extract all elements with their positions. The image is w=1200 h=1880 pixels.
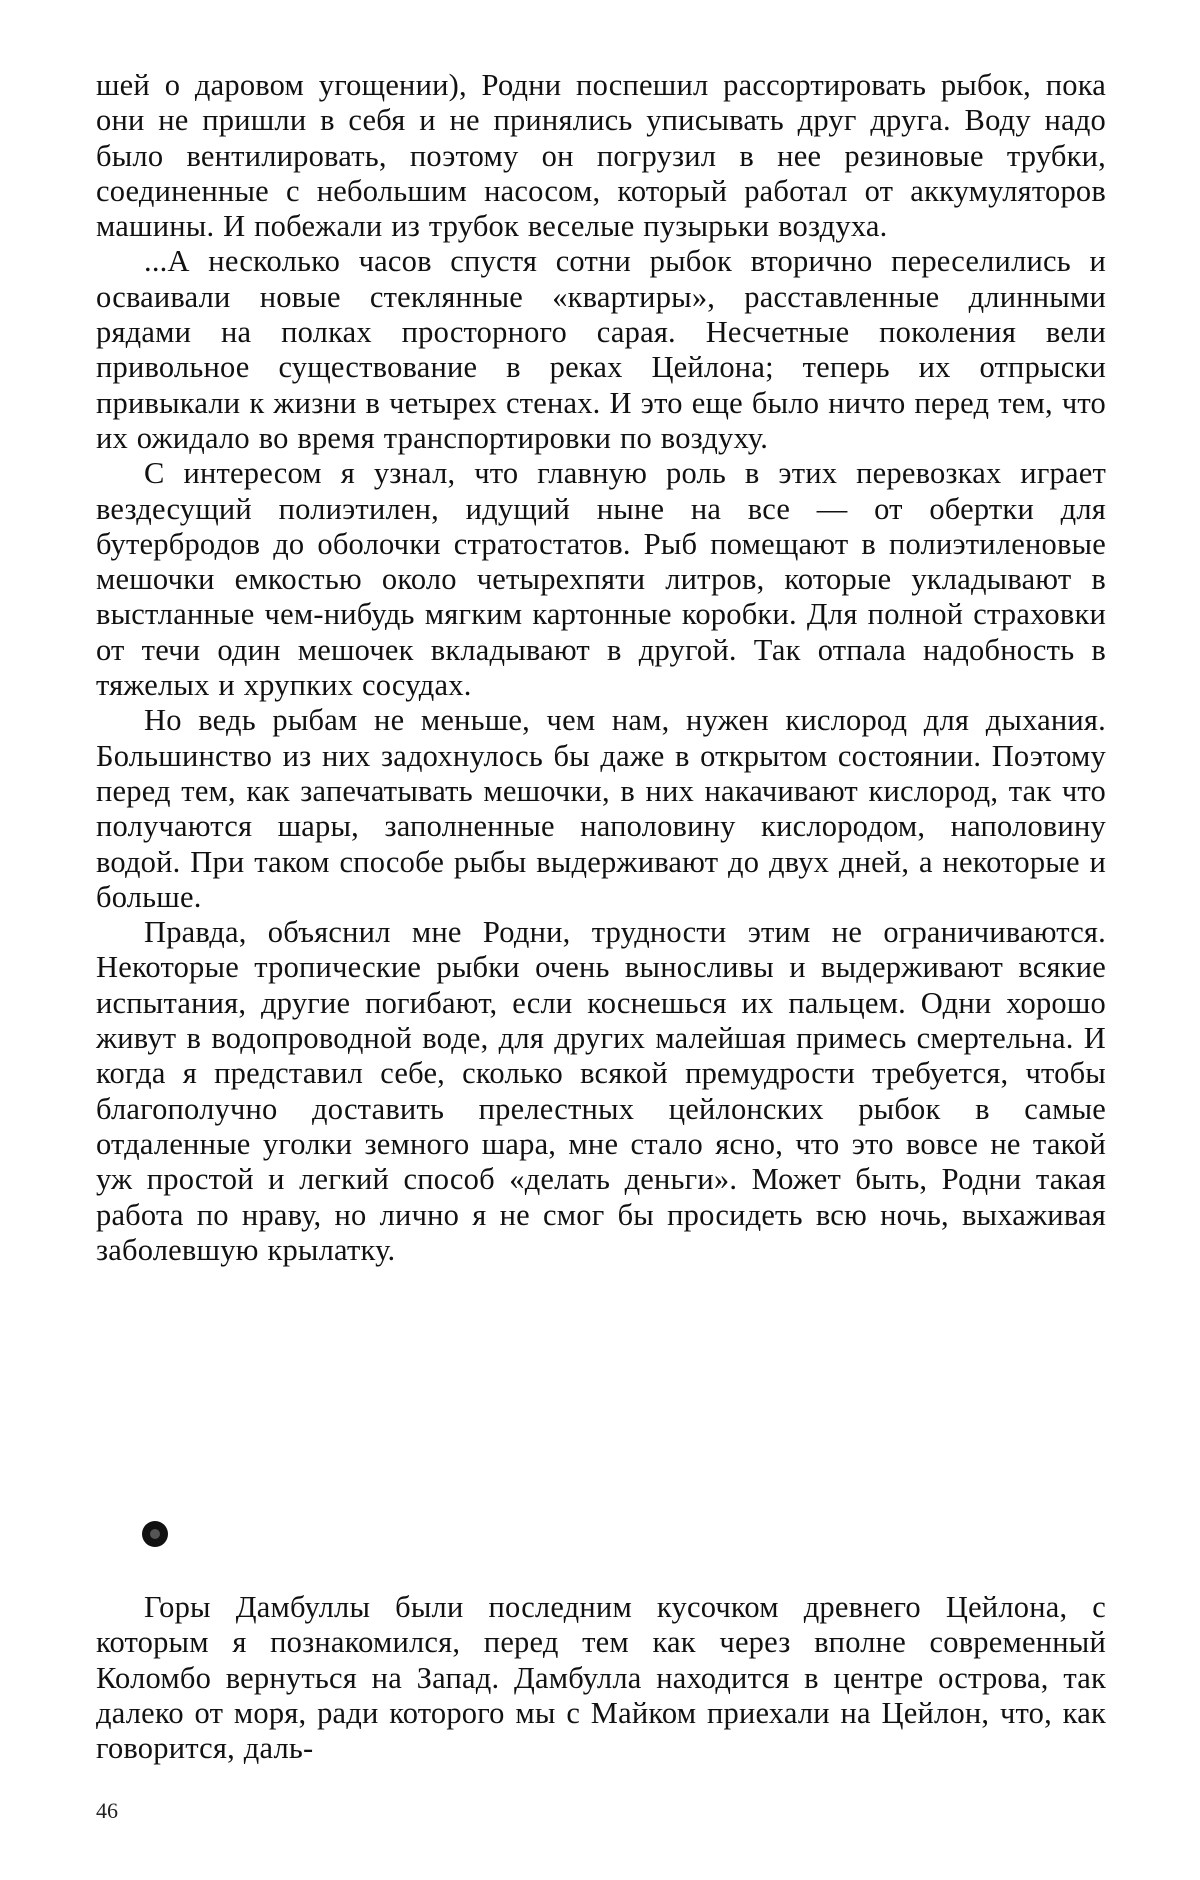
new-section-text <box>96 1590 1106 1766</box>
main-text <box>96 68 1106 1268</box>
paragraph-polyethylene: С интересом я узнал, что главную роль в этих перевозках играет вездесущий полиэтилен, идущий ныне на все — от обертки для бутербродов до оболочки стратостатов. Рыб помещают в полиэтиленовые мешочки емкостью около четырехпяти литров, которые укладывают в выстланные чем-нибудь мягким картонные коробки. Для полной страховки от течи один мешочек вкладывают в другой. Так отпала надобность в тяжелых и хрупких сосудах. <box>96 456 1106 703</box>
page-number: 46 <box>96 1798 118 1823</box>
paragraph-continuation: шей о даровом угощении), Родни поспешил рассортировать рыбок, пока они не пришли в себя и не принялись уписывать друг друга. Воду надо было вентилировать, поэтому он погрузил в нее резиновые трубки, соединенные с небольшим насосом, который работал от аккумуляторов машины. И побежали из трубок веселые пузырьки воздуха. <box>96 68 1106 244</box>
paragraph-fish-relocation: ...А несколько часов спустя сотни рыбок вторично переселились и осваивали новые стеклянные «квартиры», расставленные длинными рядами на полках просторного сарая. Несчетные поколения вели привольное существование в реках Цейлона; теперь их отпрыски привыкали к жизни в четырех стенах. И это еще было ничто перед тем, что их ожидало во время транспортировки по воздуху. <box>96 244 1106 455</box>
paragraph-oxygen: Но ведь рыбам не меньше, чем нам, нужен кислород для дыхания. Большинство из них задохнулось бы даже в открытом состоянии. Поэтому перед тем, как запечатывать мешочки, в них накачивают кислород, так что получаются шары, заполненные наполовину кислородом, наполовину водой. При таком способе рыбы выдерживают до двух дней, а некоторые и больше. <box>96 703 1106 914</box>
section-divider-icon <box>142 1521 168 1547</box>
paragraph-dambulla: Горы Дамбуллы были последним кусочком древнего Цейлона, с которым я познакомился, перед тем как через вполне современный Коломбо вернуться на Запад. Дамбулла находится в центре острова, так далеко от моря, ради которого мы с Майком приехали на Цейлон, что, как говорится, даль- <box>96 1590 1106 1766</box>
paragraph-difficulties: Правда, объяснил мне Родни, трудности этим не ограничиваются. Некоторые тропические рыбки очень выносливы и выдерживают всякие испытания, другие погибают, если коснешься их пальцем. Одни хорошо живут в водопроводной воде, для других малейшая примесь смертельна. И когда я представил себе, сколько всякой премудрости требуется, чтобы благополучно доставить прелестных цейлонских рыбок в самые отдаленные уголки земного шара, мне стало ясно, что это вовсе не такой уж простой и легкий способ «делать деньги». Может быть, Родни такая работа по нраву, но лично я не смог бы просидеть всю ночь, выхаживая заболевшую крылатку. <box>96 915 1106 1267</box>
